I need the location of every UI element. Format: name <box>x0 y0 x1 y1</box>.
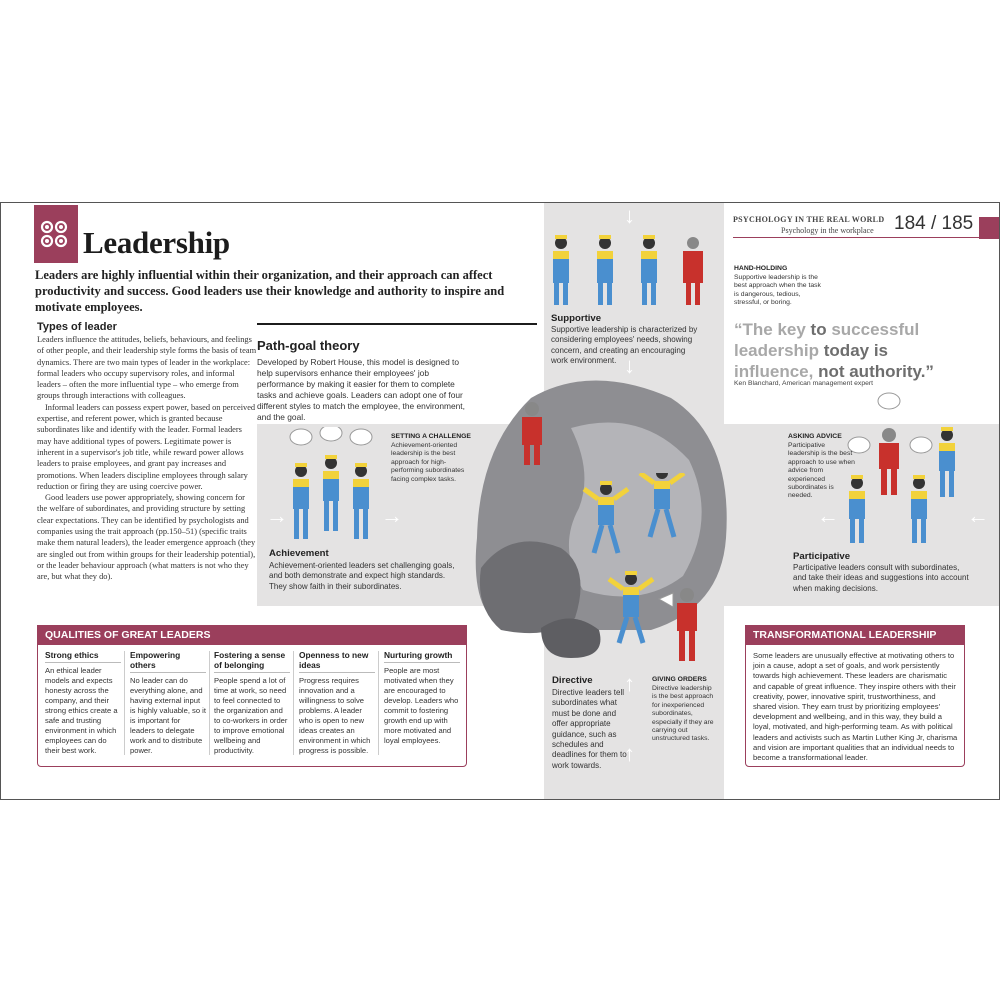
participative-group-figures <box>841 389 967 545</box>
arrow-icon: ← <box>817 503 839 528</box>
quality-item <box>214 650 290 756</box>
speech-bubble-icon <box>350 429 372 445</box>
setting-challenge-text: Achievement-oriented leadership is the best approach for high-performing subordinates facing complex tasks. <box>391 442 465 483</box>
worker-figure <box>553 235 569 305</box>
quality-title: Fostering a sense of belonging <box>214 650 290 673</box>
pull-quote <box>734 319 964 382</box>
quote-part: “The key <box>734 320 811 339</box>
arrow-icon: ↓ <box>624 353 635 378</box>
quote-part: today is <box>823 341 889 360</box>
quality-title: Empowering others <box>130 650 206 673</box>
giving-orders-text: Directive leadership is the best approach for inexperienced subordinates, especially if they are carrying out unstructured tasks. <box>652 685 714 743</box>
supportive-group-figures <box>547 231 723 311</box>
worker-figure <box>584 481 628 553</box>
leader-figure <box>517 399 547 465</box>
running-head: PSYCHOLOGY IN THE REAL WORLD <box>733 215 885 224</box>
arrow-icon: ← <box>967 503 989 528</box>
speech-bubble-icon <box>878 393 900 409</box>
quote-part: not authority.” <box>818 362 934 381</box>
leader-figure <box>677 588 697 661</box>
speech-bubble-icon <box>320 427 342 441</box>
speech-bubble-icon <box>910 437 932 453</box>
worker-figure <box>911 475 927 543</box>
arrow-icon: ↑ <box>624 671 635 696</box>
directive-group-figures <box>601 563 711 673</box>
divider <box>378 651 379 755</box>
quote-part: to <box>810 320 832 339</box>
quality-text: People are most motivated when they are encouraged to develop. Leaders who commit to fostering growth end up with more motivated and loyal employees. <box>384 666 459 745</box>
worker-figure <box>597 235 613 305</box>
achievement-group-figures <box>287 427 383 543</box>
arrow-icon: → <box>266 503 288 528</box>
page-title: Leadership <box>83 225 230 260</box>
leader-figure <box>879 428 899 495</box>
quality-item <box>299 650 375 756</box>
achievement-text: Achievement-oriented leaders set challenging goals, and both demonstrate and expect high standards. They show faith in their subordinates. <box>269 561 455 591</box>
achievement-heading: Achievement <box>269 548 329 559</box>
section-rule <box>257 323 537 325</box>
worker-figure <box>353 463 369 539</box>
hand-holding-label: HAND-HOLDING <box>734 265 788 272</box>
page-numbers: 184 / 185 <box>894 213 974 234</box>
directive-text: Directive leaders tell subordinates what must be done and offer appropriate guidance, such as schedules and deadlines for them to work towards. <box>552 688 627 770</box>
divider <box>293 651 294 755</box>
worker-figure <box>293 463 309 539</box>
intro-text: Leaders are highly influential within their organization, and their approach can affect productivity and success. Good leaders use their knowledge and authority to inspire and motivate employees. <box>35 268 505 314</box>
types-body <box>37 334 257 583</box>
giving-orders-label: GIVING ORDERS <box>652 676 707 683</box>
leader-figure <box>683 237 703 305</box>
quote-part: leadership <box>734 341 824 360</box>
quote-attribution: Ken Blanchard, American management expert <box>734 380 874 387</box>
directive-heading: Directive <box>552 675 593 686</box>
qualities-header <box>37 625 467 645</box>
quality-title: Openness to new ideas <box>299 650 375 673</box>
megaphone-icon <box>659 593 673 607</box>
qualities-heading: QUALITIES OF GREAT LEADERS <box>45 629 211 641</box>
participative-text: Participative leaders consult with subordinates, and take their ideas and suggestions into account when making decisions. <box>793 563 969 593</box>
asking-advice-label: ASKING ADVICE <box>788 433 842 440</box>
transformational-header <box>745 625 965 645</box>
cheering-workers <box>576 473 696 563</box>
worker-figure <box>939 427 955 497</box>
page-tab <box>979 217 999 239</box>
types-heading: Types of leader <box>37 321 117 333</box>
quality-text: An ethical leader models and expects honesty across the company, and their strong ethics create a safe and trusting environment in which employees can do their best work. <box>45 666 118 755</box>
types-paragraph: Informal leaders can possess expert power, based on perceived expertise, and referent power, which is granted because subordinates like and identify with the leader. Formal leaders may have additional types of powers. Legitimate power is inherent in a supervisor's job title, while reward power allows leaders to praise employees, and grant pay increases and promotions. When leaders discipline employees through salary reduction or firing they are using coercive power. <box>37 402 256 491</box>
quote-part: influence, <box>734 362 819 381</box>
quality-item <box>130 650 206 756</box>
types-paragraph: Good leaders use power appropriately, showing concern for the welfare of subordinates, and providing structure by setting clear expectations. They can be identified by psychologists and companies using the trait approach (pp.150–51) (specific traits make them natural leaders), the leader emergence approach (they are singled out from within groups for their leadership potential), or the leader behaviour approach (what matters is not who they are, but what they do). <box>37 493 256 582</box>
worker-figure <box>641 235 657 305</box>
book-spread <box>0 202 1000 800</box>
worker-figure <box>323 455 339 531</box>
asking-advice-text: Participative leadership is the best approach to use when advice from experienced subordinates is needed. <box>788 442 855 500</box>
quality-text: No leader can do everything alone, and having external input is highly valuable, so it is important for leaders to delegate work and to distribute power. <box>130 676 206 755</box>
supportive-heading: Supportive <box>551 313 602 324</box>
setting-challenge-label: SETTING A CHALLENGE <box>391 433 471 440</box>
quote-part: successful <box>831 320 920 339</box>
arrow-icon: ↓ <box>624 203 635 228</box>
running-subhead: Psychology in the workplace <box>781 226 874 235</box>
quality-item <box>384 650 460 746</box>
gears-icon <box>34 205 78 263</box>
quality-item <box>45 650 121 756</box>
quality-text: People spend a lot of time at work, so need to feel connected to the organization and to co-workers in order to improve emotional wellbeing and productivity. <box>214 676 288 755</box>
header-rule <box>733 237 999 238</box>
speech-bubble-icon <box>290 429 312 445</box>
arrow-icon: → <box>381 503 403 528</box>
types-paragraph: Leaders influence the attitudes, beliefs, behaviours, and feelings of other people, and their leadership style forms the basis of team dynamics. There are two main types of leader in the workplace: formal leaders who occupy supervisory roles, and informal leaders – often the more influential type – who emerge from groups through interactions with colleagues. <box>37 335 257 401</box>
path-goal-text: Developed by Robert House, this model is designed to help supervisors enhance their employees' job performance by making it easier for them to complete tasks and achieve goals. Leaders can adopt one of four different styles to match the employee, the environment, and the goal. <box>257 357 465 422</box>
quality-text: Progress requires innovation and a willingness to solve problems. A leader who is open to new ideas creates an environment in which progress is possible. <box>299 676 371 755</box>
quality-title: Strong ethics <box>45 650 121 663</box>
quality-title: Nurturing growth <box>384 650 460 663</box>
worker-figure <box>609 571 653 643</box>
transformational-heading: TRANSFORMATIONAL LEADERSHIP <box>753 629 937 641</box>
supportive-text: Supportive leadership is characterized by considering employees' needs, showing concern, and creating an encouraging work environment. <box>551 325 698 366</box>
path-goal-heading: Path-goal theory <box>257 338 360 353</box>
hand-holding-text: Supportive leadership is the best approach when the task is dangerous, tedious, stressful, or boring. <box>734 274 821 307</box>
transformational-text: Some leaders are unusually effective at motivating others to join a cause, adopt a set of goals, and work persistently towards high achievement. These leaders are charismatic and capable of great influence. They inspire others with their creativity, power, innovative spirit, trustworthiness, and shared vision. They earn trust by prioritizing employees' development and wellbeing, and in this way, they build a loyal, motivated, and high-performing team. As with political leaders and activists such as Martin Luther King Jr, charisma and vision are important qualities that an individual needs to become a transformational leader. <box>753 651 958 763</box>
participative-heading: Participative <box>793 551 851 562</box>
arrow-icon: ↑ <box>624 741 635 766</box>
divider <box>209 651 210 755</box>
divider <box>124 651 125 755</box>
worker-figure <box>640 473 684 537</box>
